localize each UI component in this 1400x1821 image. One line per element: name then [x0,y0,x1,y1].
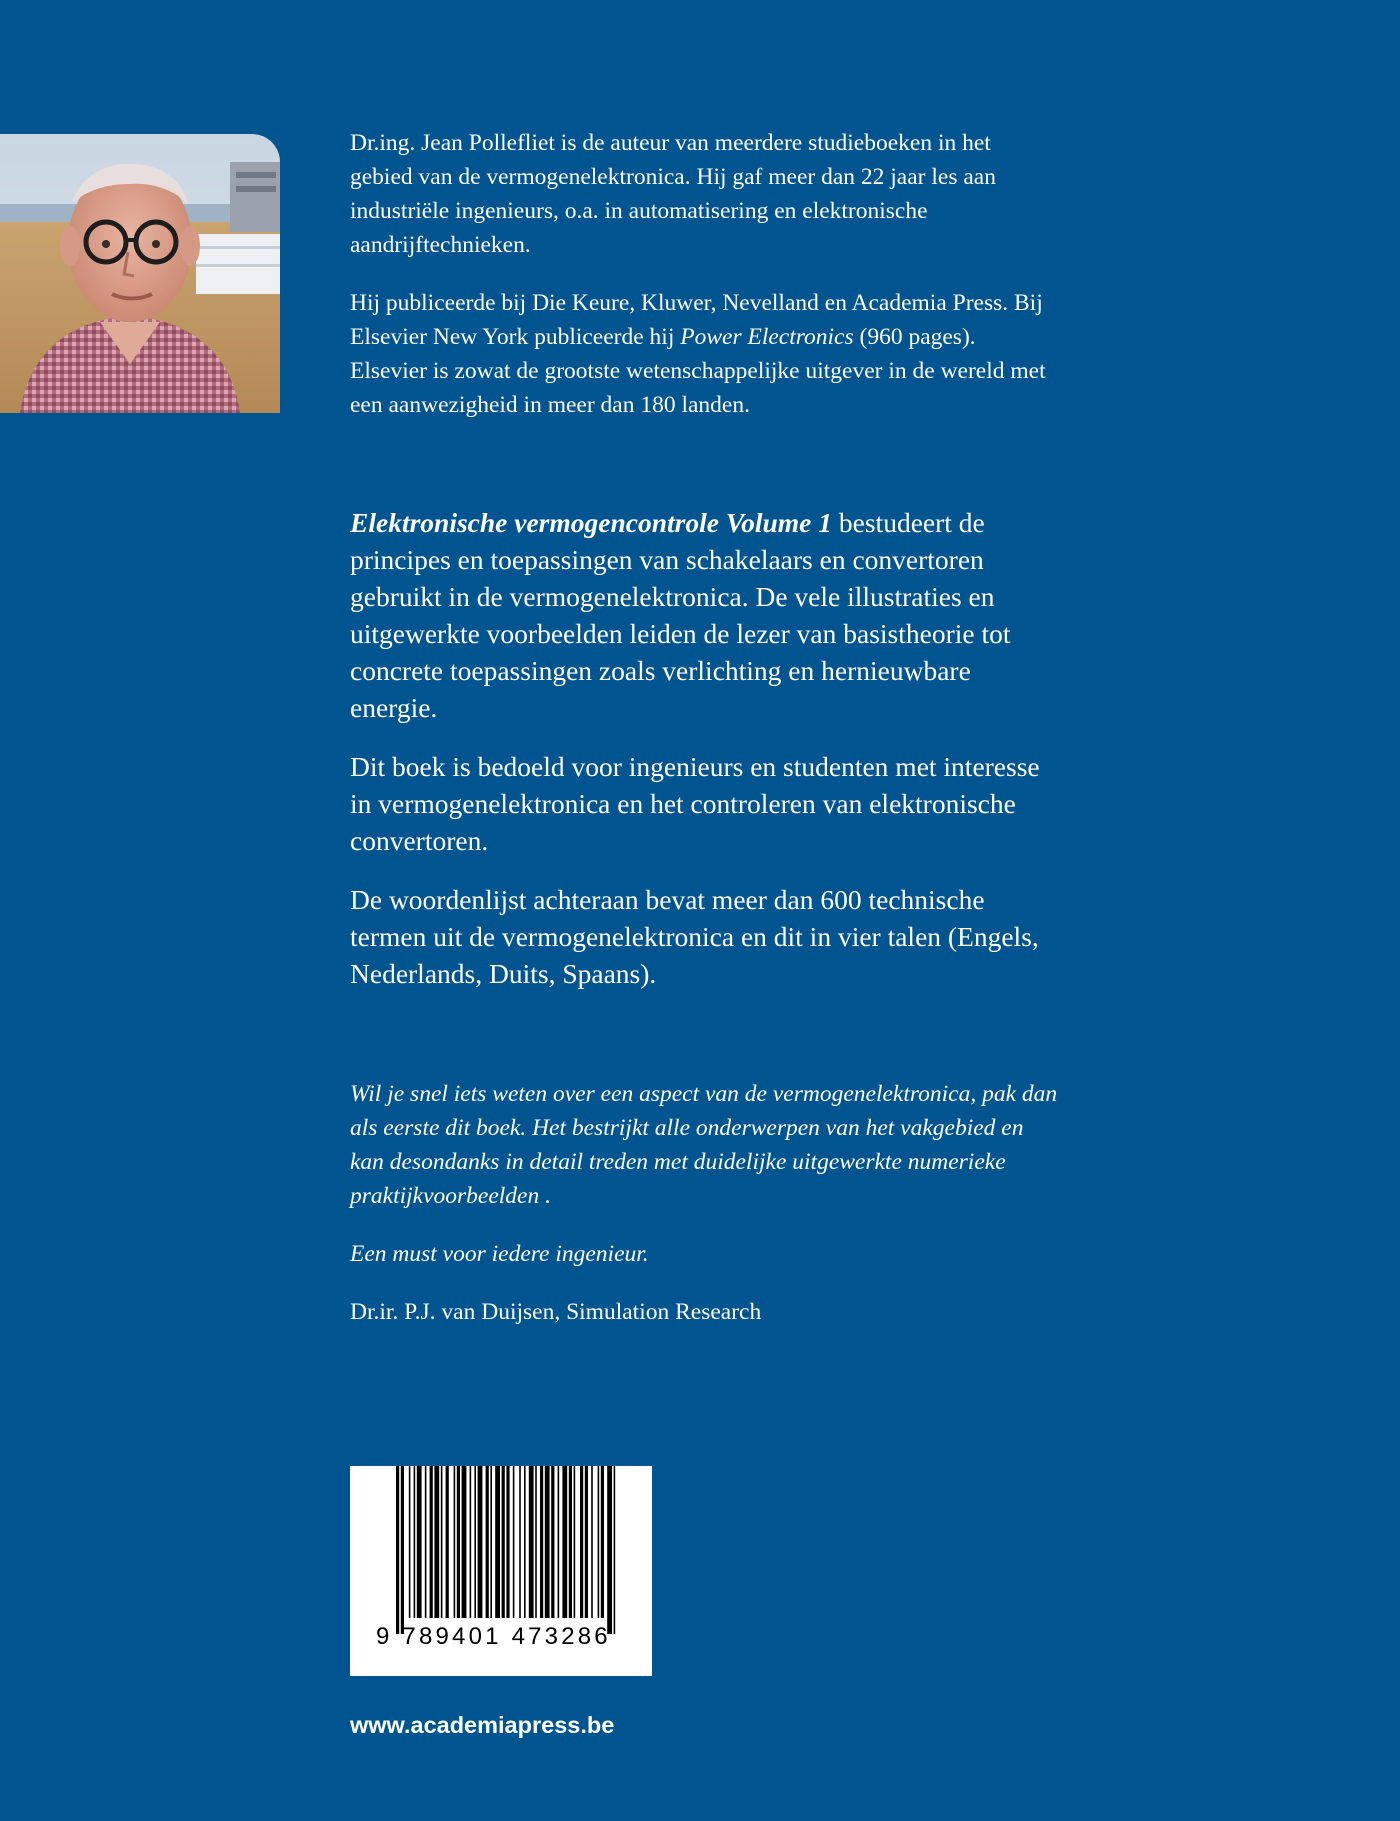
barcode-bar [585,1466,588,1618]
description-paragraph-1 [350,504,1050,726]
barcode-bar [614,1466,616,1634]
description-paragraph-1-rest: bestudeert de principes en toepassingen van schakelaars en convertoren gebruikt in de vermogenelektronica. De vele illustraties en uitgewerkte voorbeelden leiden de lezer van basistheorie tot concrete toepassingen zoals verlichting en hernieuwbare energie. [350,507,1011,723]
barcode-bar [441,1466,443,1618]
barcode-bar [569,1466,572,1618]
author-portrait-photo [0,134,280,413]
barcode-bar [495,1466,500,1618]
bio-paragraph-2-end: (960 pages). Elsevier is zowat de grootste wetenschappelijke uitgever in de wereld met een aanwezigheid in meer dan 180 landen. [350,324,1046,418]
barcode-bar [540,1466,543,1618]
barcode-bar [513,1466,515,1618]
author-bio [350,126,1050,446]
barcode-bar [434,1466,439,1618]
bio-paragraph-2 [350,286,1050,422]
book-title: Elektronische vermogencontrole Volume 1 [350,507,833,538]
barcode-bar [591,1466,593,1618]
barcode-bar [502,1466,505,1618]
barcode-bar [425,1466,427,1618]
barcode-digits: 9 789401 473286 [376,1623,611,1650]
barcode-bar [580,1466,583,1618]
barcode-bar [474,1466,476,1618]
barcode-bar [524,1466,526,1618]
barcode-bar [478,1466,483,1618]
description-paragraph-3: De woordenlijst achteraan bevat meer dan 600 technische termen uit de vermogenelektronica en dit in vier talen (Engels, Nederlands, Duits, Spaans). [350,884,1039,989]
quote-attribution: Dr.ir. P.J. van Duijsen, Simulation Research [350,1299,762,1325]
barcode-bar [396,1466,399,1634]
barcode-bar [446,1466,449,1618]
barcode-bar [598,1466,600,1618]
barcode-bar [535,1466,537,1618]
barcode-bar [506,1466,509,1618]
barcode-bar [490,1466,492,1618]
book-description [350,504,1050,1014]
barcode-bar [519,1466,521,1618]
barcode-bar [574,1466,576,1618]
barcode-bar [551,1466,554,1618]
quote-paragraph-2: Een must voor iedere ingenieur. [350,1241,649,1267]
barcode-bar [470,1466,472,1618]
barcode-bar [607,1466,612,1634]
description-paragraph-2: Dit boek is bedoeld voor ingenieurs en studenten met interesse in vermogenelektronica en het controleren van elektronische convertoren. [350,751,1040,856]
barcode-bar [414,1466,416,1618]
barcode-bar [562,1466,567,1618]
quote-paragraph-1: Wil je snel iets weten over een aspect van de vermogenelektronica, pak dan als eerste dit boek. Het bestrijkt alle onderwerpen van het vakgebied en kan desondanks in detail treden met duidelijke uitgewerkte numerieke praktijkvoorbeelden . [350,1081,1058,1209]
book-title-power-electronics: Power Electronics [680,324,854,350]
barcode-bar [457,1466,460,1618]
barcode-bar [417,1466,422,1618]
author-photo [0,134,280,413]
publisher-website[interactable]: www.academiapress.be [350,1712,615,1738]
barcode-bar [409,1466,411,1618]
isbn-barcode [350,1466,652,1676]
bio-paragraph-2-start: Hij publiceerde bij Die Keure, Kluwer, Nevelland en Academia Press. Bij Elsevier New York publiceerde hij [350,290,1043,350]
review-quote [350,1077,1060,1353]
barcode-bar [558,1466,560,1618]
barcode-bar [462,1466,467,1618]
barcode-bar [401,1466,404,1634]
barcode-bar [486,1466,489,1618]
barcode-bar [545,1466,550,1618]
barcode-bar [454,1466,456,1618]
bio-paragraph-1: Dr.ing. Jean Pollefliet is de auteur van meerdere studieboeken in het gebied van de vermogenelektronica. Hij gaf meer dan 22 jaar les aan industriële ingenieurs, o.a. in automatisering en elektronische aandrijftechnieken. [350,130,996,258]
barcode-bar [601,1466,604,1618]
barcode-bar [430,1466,433,1618]
barcode-bar [529,1466,534,1618]
